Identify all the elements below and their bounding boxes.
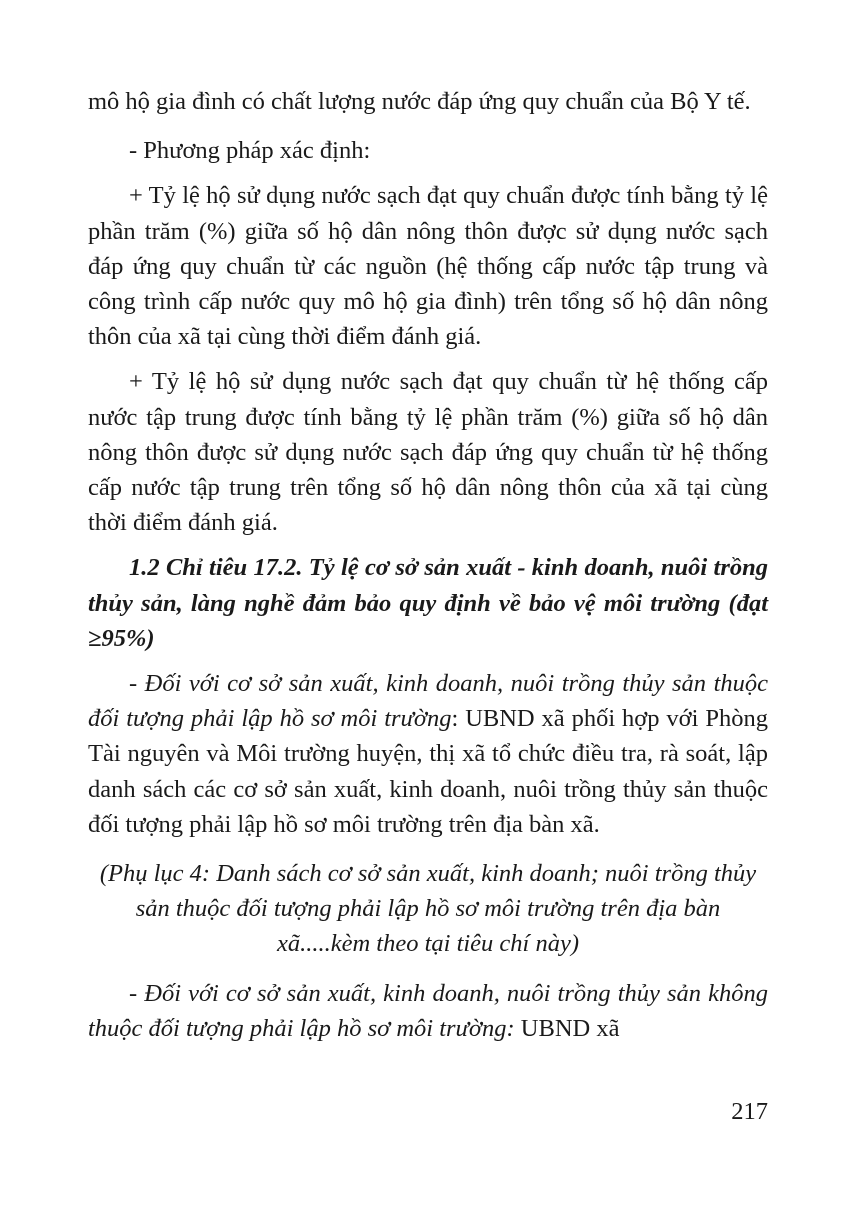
document-body bbox=[88, 84, 768, 1046]
paragraph-method-total: + Tỷ lệ hộ sử dụng nước sạch đạt quy chuẩn được tính bằng tỷ lệ phần trăm (%) giữa số hộ dân nông thôn được sử dụng nước sạch đáp ứng quy chuẩn từ các nguồn (hệ thống cấp nước tập trung và công trình cấp nước quy mô hộ gia đình) trên tổng số hộ dân nông thôn của xã tại cùng thời điểm đánh giá. bbox=[88, 182, 768, 351]
section-heading: 1.2 Chỉ tiêu 17.2. Tỷ lệ cơ sở sản xuất - kinh doanh, nuôi trồng thủy sản, làng nghề đảm bảo quy định về bảo vệ môi trường (đạt ≥95%) bbox=[88, 554, 768, 652]
appendix-note: (Phụ lục 4: Danh sách cơ sở sản xuất, kinh doanh; nuôi trồng thủy sản thuộc đối tượng phải lập hồ sơ môi trường trên địa bàn xã.....kèm theo tại tiêu chí này) bbox=[99, 860, 757, 958]
paragraph-required-records-body: : UBND xã phối hợp với Phòng Tài nguyên và Môi trường huyện, thị xã tổ chức điều tra, rà soát, lập danh sách các cơ sở sản xuất, kinh doanh, nuôi trồng thủy sản thuộc đối tượng phải lập hồ sơ môi trường trên địa bàn xã. bbox=[88, 705, 768, 838]
page-number: 217 bbox=[731, 1098, 768, 1125]
paragraph-method-central: + Tỷ lệ hộ sử dụng nước sạch đạt quy chuẩn từ hệ thống cấp nước tập trung được tính bằng tỷ lệ phần trăm (%) giữa số hộ dân nông thôn được sử dụng nước sạch đáp ứng quy chuẩn từ hệ thống cấp nước tập trung trên tổng số hộ dân nông thôn của xã tại cùng thời điểm đánh giá. bbox=[88, 368, 768, 537]
paragraph-not-required-records bbox=[88, 976, 768, 1046]
paragraph-not-required-records-body: UBND xã bbox=[514, 1014, 620, 1042]
paragraph-not-required-records-lead: - Đối với cơ sở sản xuất, kinh doanh, nuôi trồng thủy sản không thuộc đối tượng phải lập hồ sơ môi trường: bbox=[88, 979, 768, 1042]
paragraph-required-records bbox=[88, 666, 768, 842]
paragraph-required-records-lead: - Đối với cơ sở sản xuất, kinh doanh, nuôi trồng thủy sản thuộc đối tượng phải lập hồ sơ môi trường bbox=[88, 670, 768, 733]
paragraph-method-label: - Phương pháp xác định: bbox=[129, 137, 371, 165]
paragraph-continuation: mô hộ gia đình có chất lượng nước đáp ứng quy chuẩn của Bộ Y tế. bbox=[88, 88, 751, 115]
